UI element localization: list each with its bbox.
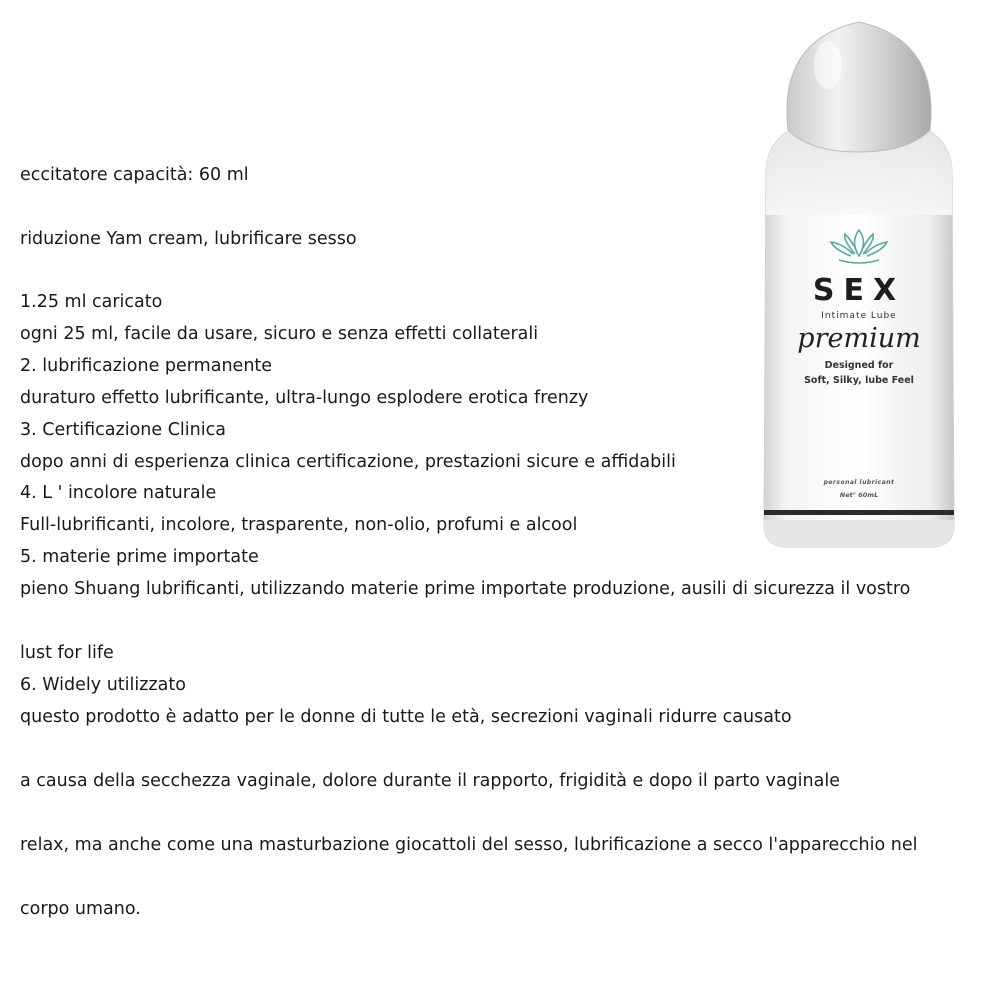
bottle-designed-line-2: Soft, Silky, lube Feel: [804, 375, 914, 386]
description-line-6-body-cont-2: relax, ma anche come una masturbazione giocattoli del sesso, lubrificazione a secco l'apparecchio nel: [20, 835, 918, 855]
description-line-4-body: Full-lubrificanti, incolore, trasparente, non-olio, profumi e alcool: [20, 515, 578, 535]
description-line-6-body-cont-1: a causa della secchezza vaginale, dolore durante il rapporto, frigidità e dopo il parto vaginale: [20, 771, 840, 791]
description-line-capacity: eccitatore capacità: 60 ml: [20, 165, 249, 185]
bottle-designed-for: [748, 358, 970, 388]
description-line-usage: riduzione Yam cream, lubrificare sesso: [20, 229, 357, 249]
bottle-script-name: premium: [797, 323, 921, 354]
bottle-designed-line-1: Designed for: [824, 360, 894, 371]
product-bottle-image: [748, 20, 970, 565]
description-line-4-heading: 4. L ' incolore naturale: [20, 483, 217, 503]
description-line-5-body: pieno Shuang lubrificanti, utilizzando materie prime importate produzione, ausili di sicurezza il vostro: [20, 579, 911, 599]
description-line-2-heading: 2. lubrificazione permanente: [20, 356, 273, 376]
bottle-personal-text: personal lubricant: [823, 479, 895, 486]
description-line-1-body: ogni 25 ml, facile da usare, sicuro e senza effetti collaterali: [20, 324, 539, 344]
description-line-6-body-cont-3: corpo umano.: [20, 899, 141, 919]
description-line-1-heading: 1.25 ml caricato: [20, 292, 163, 312]
bottle-subtitle-text: Intimate Lube: [821, 311, 897, 321]
description-line-6-body: questo prodotto è adatto per le donne di tutte le età, secrezioni vaginali ridurre causato: [20, 707, 792, 727]
bottle-brand-text: SEX: [812, 273, 906, 308]
description-line-5-body-cont: lust for life: [20, 643, 114, 663]
bottle-net-volume: Net° 60mL: [839, 491, 879, 499]
description-line-3-body: dopo anni di esperienza clinica certificazione, prestazioni sicure e affidabili: [20, 452, 676, 472]
description-line-3-heading: 3. Certificazione Clinica: [20, 420, 226, 440]
description-line-2-body: duraturo effetto lubrificante, ultra-lungo esplodere erotica frenzy: [20, 388, 589, 408]
description-line-5-heading: 5. materie prime importate: [20, 547, 259, 567]
label-band: [764, 510, 954, 515]
description-line-6-heading: 6. Widely utilizzato: [20, 675, 186, 695]
